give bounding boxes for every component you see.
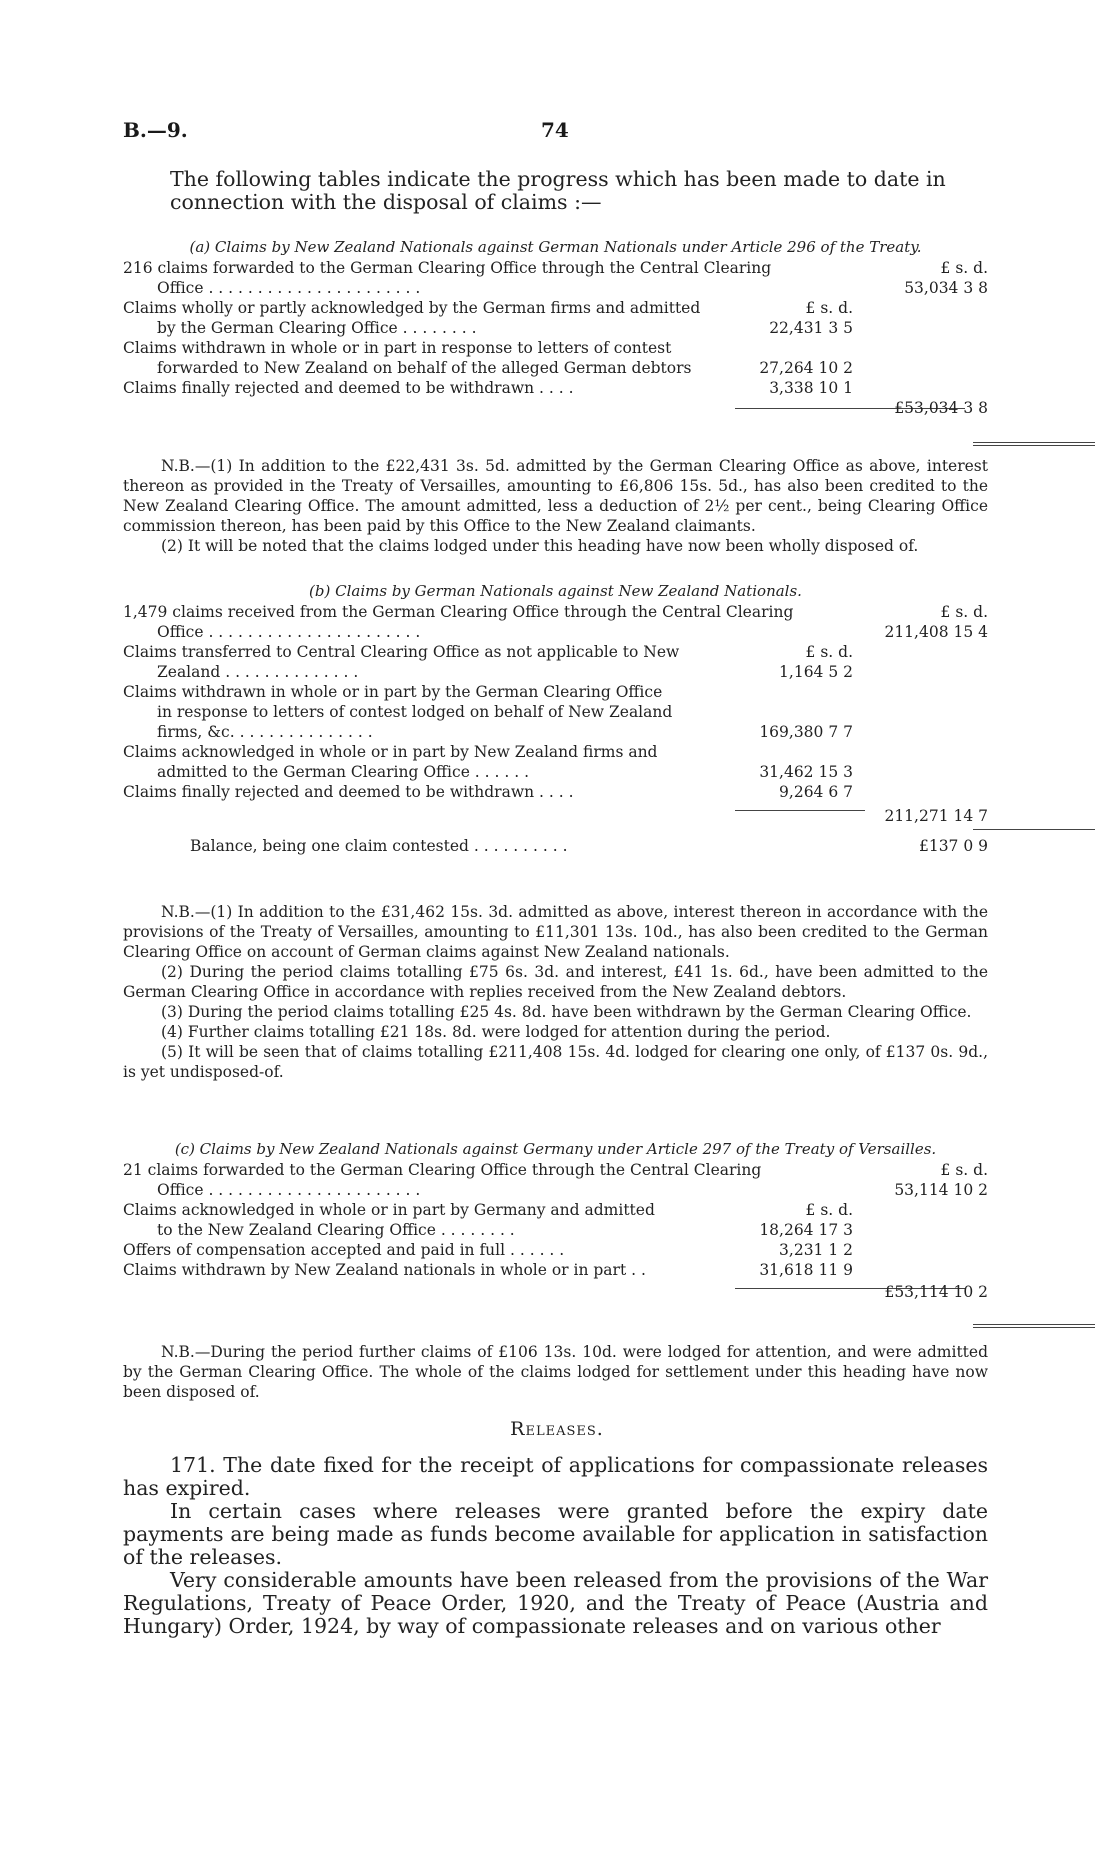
section-b: (b) Claims by German Nationals against New Zealand Nationals. 1,479 claims received from the German Clearing Office through the Central Clearing £ s. d. Office . . . . . . . . . . . . . . . . . . . . . . 211,408 15 4 Claims transferred to Central Clearing Office as not applicable to New £ s. d. Zealand . . . . . . . . . . . . . . 1,164 5 2 Claims withdrawn in whole or in part by the German Clearing Office in response to letters of contest lodged on behalf of New Zealand firms, &c. . . . . . . . . . . . . . . 169,380 7 7 Claims acknowledged in whole or in part by New Zealand firms and admitted to the German Clearing Office . . . . . . 31,462 15 3 Claims finally rejected and deemed to be withdrawn . . . . 9,264 6 7 211,271 14 7 Balance, being one claim contested . . . . . . . . . . £137 0 9 <box>123 582 988 856</box>
section-c-claims-total: 53,114 10 2 <box>894 1181 988 1199</box>
section-c-note: N.B.—During the period further claims of £106 13s. 10d. were lodged for attention, and were admitted by the German Clearing Office. The whole of the claims lodged for settlement under this heading have now been disposed of. <box>123 1343 988 1401</box>
section-a-grand-total: £53,034 3 8 <box>894 399 988 417</box>
section-a: (a) Claims by New Zealand Nationals against German Nationals under Article 296 of the Treaty. 216 claims forwarded to the German Clearing Office through the Central Clearing £ s. d. Office . . . . . . . . . . . . . . . . . . . . . . 53,034 3 8 Claims wholly or partly acknowledged by the German firms and admitted £ s. d. by the German Clearing Office . . . . . . . . 22,431 3 5 Claims withdrawn in whole or in part in response to letters of contest forwarded to New Zealand on behalf of the alleged German debtors 27,264 10 2 Claims finally rejected and deemed to be withdrawn . . . . 3,338 10 1 £53,034 3 8 <box>123 238 988 418</box>
intro-paragraph: The following tables indicate the progress which has been made to date in connection with the disposal of claims :— <box>170 167 946 214</box>
section-a-claims-total: 53,034 3 8 <box>904 279 988 297</box>
section-c: (c) Claims by New Zealand Nationals against Germany under Article 297 of the Treaty of Versailles. 21 claims forwarded to the German Clearing Office through the Central Clearing £ s. d. Office . . . . . . . . . . . . . . . . . . . . . . 53,114 10 2 Claims acknowledged in whole or in part by Germany and admitted £ s. d. to the New Zealand Clearing Office . . . . . . . . 18,264 17 3 Offers of compensation accepted and paid in full . . . . . . 3,231 1 2 Claims withdrawn by New Zealand nationals in whole or in part . . 31,618 11 9 £53,114 10 2 <box>123 1140 988 1300</box>
releases-body: 171. The date fixed for the receipt of applications for compassionate releases has expired. In certain cases where releases were granted before the expiry date payments are being made as funds become available for application in satisfaction of the releases. Very considerable amounts have been released from the provisions of the War Regulations, Treaty of Peace Order, 1920, and the Treaty of Peace (Austria and Hungary) Order, 1924, by way of compassionate releases and on various other <box>123 1453 988 1638</box>
section-b-balance: Balance, being one claim contested . . . . . . . . . . £137 0 9 <box>190 837 988 855</box>
section-b-balance-value: £137 0 9 <box>918 837 988 855</box>
double-rule <box>973 442 1095 446</box>
section-b-subtotal: 211,271 14 7 <box>884 807 988 825</box>
document-reference: B.—9. <box>123 118 188 142</box>
section-a-row-2: Claims wholly or partly acknowledged by the German firms and admitted £ s. d. <box>123 299 853 317</box>
section-a-row-4: Claims finally rejected and deemed to be withdrawn . . . . 3,338 10 1 <box>123 379 853 397</box>
section-a-row-3: Claims withdrawn in whole or in part in response to letters of contest <box>123 339 672 357</box>
double-rule <box>973 1324 1095 1328</box>
rule <box>735 810 865 811</box>
section-a-title: (a) Claims by New Zealand Nationals against German Nationals under Article 296 of the Treaty. <box>189 238 922 256</box>
section-b-title: (b) Claims by German Nationals against New Zealand Nationals. <box>309 582 802 600</box>
section-a-amount-header: £ s. d. <box>805 299 853 317</box>
releases-paragraph-171: 171. The date fixed for the receipt of applications for compassionate releases has expired. <box>123 1453 988 1500</box>
section-b-claims-total: 211,408 15 4 <box>884 623 988 641</box>
section-a-notes: N.B.—(1) In addition to the £22,431 3s. 5d. admitted by the German Clearing Office as above, interest thereon as provided in the Treaty of Versailles, amounting to £6,806 15s. 5d., has also been credited to the New Zealand Clearing Office. The amount admitted, less a deduction of 2½ per cent., being Clearing Office commission thereon, has been paid by this Office to the New Zealand claimants. (2) It will be noted that the claims lodged under this heading have now been wholly disposed of. <box>123 457 988 555</box>
section-a-row-1: 216 claims forwarded to the German Clearing Office through the Central Clearing £ s. d. <box>123 259 988 277</box>
section-b-notes: N.B.—(1) In addition to the £31,462 15s. 3d. admitted as above, interest thereon in accordance with the provisions of the Treaty of Versailles, amounting to £11,301 13s. 10d., has also been credited to the German Clearing Office on account of German claims against New Zealand nationals. (2) During the period claims totalling £75 6s. 3d. and interest, £41 1s. 6d., have been admitted to the German Clearing Office in accordance with replies received from the New Zealand debtors. (3) During the period claims totalling £25 4s. 8d. have been withdrawn by the German Clearing Office. (4) Further claims totalling £21 18s. 8d. were lodged for attention during the period. (5) It will be seen that of claims totalling £211,408 15s. 4d. lodged for clearing one only, of £137 0s. 9d., is yet undisposed-of. <box>123 903 988 1081</box>
section-c-grand-total: £53,114 10 2 <box>884 1283 988 1301</box>
section-c-title: (c) Claims by New Zealand Nationals against Germany under Article 297 of the Treaty of Versailles. <box>174 1140 937 1158</box>
rule <box>973 829 1095 830</box>
releases-heading: Releases. <box>510 1418 604 1440</box>
section-a-total-header: £ s. d. <box>940 259 988 277</box>
page-number: 74 <box>541 118 569 142</box>
